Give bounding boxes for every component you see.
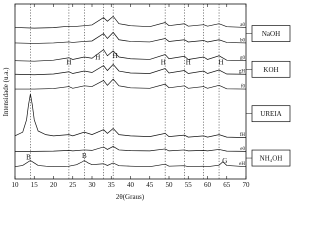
x-tick-label: 45 [146,181,154,189]
reference-lines [30,4,219,179]
peak-label: H [185,58,191,67]
x-axis-ticks [12,4,251,189]
peak-label: H [112,52,118,61]
curve-label: a0 [240,22,245,28]
peak-label: H [66,58,72,67]
curve-label: gH [238,69,245,75]
x-tick-label: 60 [204,181,211,189]
curve-label: b0 [240,38,245,44]
curve-label: f0 [240,84,245,90]
x-tick-label: 30 [88,181,96,189]
series-layer [15,16,246,166]
x-tick-label: 15 [30,181,38,189]
curve-label: fH [239,133,245,139]
x-tick-label: 70 [242,181,250,189]
series-line-gH [15,64,246,74]
x-axis-label: 2θ(Graus) [115,193,145,201]
x-tick-label: 25 [69,181,77,189]
x-tick-label: 50 [165,181,173,189]
series-line-eH [15,161,246,167]
x-tick-label: 10 [11,181,19,189]
curve-label: g0 [240,56,245,62]
x-tick-label: 65 [223,181,231,189]
peak-label: B [81,152,87,161]
peak-label: G [222,156,228,165]
series-line-g0 [15,50,246,62]
group-label: NaOH [261,30,281,39]
series-line-f0 [15,79,246,89]
group-labels [246,26,290,166]
peak-label: H [160,58,166,67]
peak-labels [26,52,227,165]
x-tick-label: 20 [50,181,57,189]
x-tick-label: 40 [127,181,134,189]
curve-labels [239,23,246,167]
peak-label: H [95,53,101,62]
group-label: KOH [263,65,279,74]
curve-label: e0 [240,146,245,152]
series-line-fH [15,94,246,138]
peak-label: H [218,58,224,67]
curve-label: eH [239,162,245,168]
x-tick-label: 35 [107,181,115,189]
peak-label: B [26,153,31,162]
group-label: UREIA [260,110,282,119]
series-line-e0 [15,146,246,151]
series-line-a0 [15,16,246,28]
x-tick-label: 55 [184,181,192,189]
plot-frame [15,4,246,179]
y-axis-label: Intensidade (u.a.) [2,67,10,117]
group-label: NH₄OH [259,154,283,163]
series-line-b0 [15,32,246,43]
